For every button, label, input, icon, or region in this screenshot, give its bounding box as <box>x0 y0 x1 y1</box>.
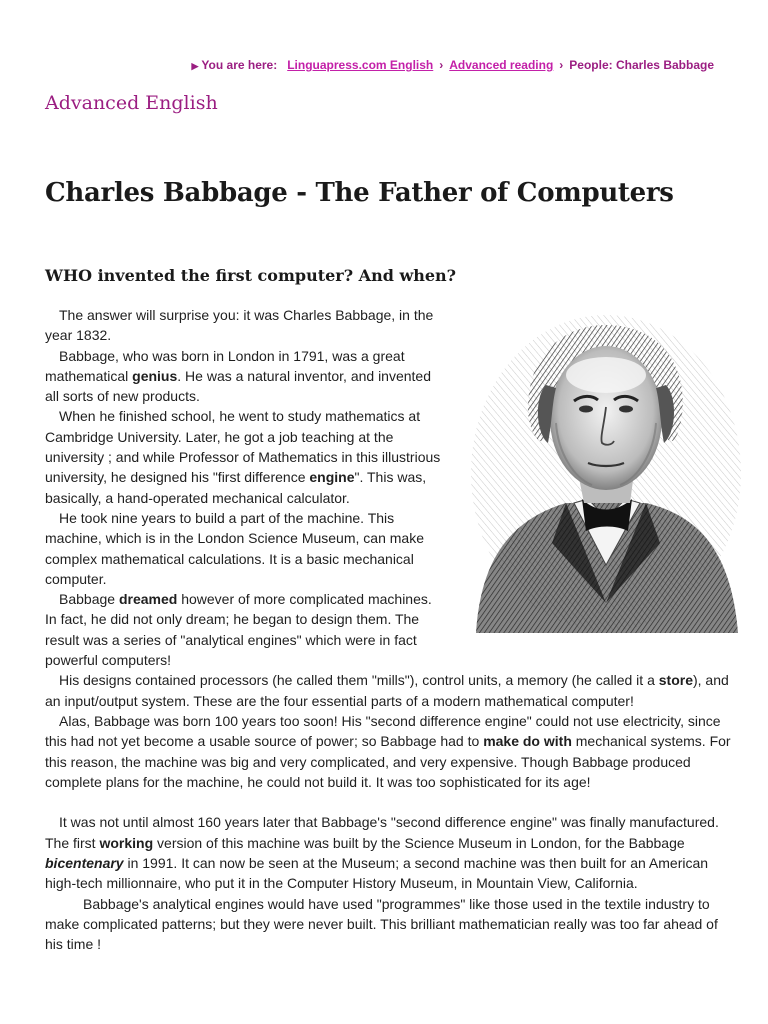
paragraph-2-text: . He was a natural inventor, and invented all sorts of new products. <box>45 367 431 405</box>
paragraph-5-text: Babbage <box>59 591 119 608</box>
breadcrumb <box>191 58 714 72</box>
page-title: Charles Babbage - The Father of Computers <box>45 178 674 208</box>
paragraph-9: Babbage's analytical engines would have used "programmes" like those used in the textile industry to make complicated patterns; but they were never built. This brilliant mathematician really was too far ahead of his time ! <box>45 895 718 953</box>
keyword-genius: genius <box>132 367 178 384</box>
keyword-bicentenary: bicentenary <box>45 855 124 872</box>
article-body <box>45 305 733 955</box>
paragraph-4: He took nine years to build a part of the machine. This machine, which is in the London Science Museum, can make complex mathematical calculations. It is a basic mechanical computer. <box>45 509 424 587</box>
section-title: WHO invented the first computer? And when? <box>45 266 457 285</box>
paragraph-1: The answer will surprise you: it was Charles Babbage, in the year 1832. <box>45 307 434 344</box>
paragraph-7-text: mechanical systems. For this reason, the machine was big and very complicated, and very expensive. Though Babbage produced complete plans for the machine, he could not build it. It was too sophisticated for its age! <box>45 733 731 790</box>
paragraph-7-text: Alas, Babbage was born 100 years too soon! His "second difference engine" could not use electricity, since this had not yet become a usable source of power; so Babbage had to <box>45 712 721 750</box>
paragraph-8-text: It was not until almost 160 years later that Babbage's "second difference engine" was finally manufactured. The first <box>45 814 719 851</box>
paragraph-8-text: in 1991. It can now be seen at the Museum; a second machine was then built for an American high-tech millionnaire, who put it in the Computer History Museum, in Mountain View, California. <box>45 855 709 892</box>
keyword-engine: engine <box>309 469 355 486</box>
site-title[interactable]: Advanced English <box>45 92 218 114</box>
paragraph-3-text: ". This was, basically, a hand-operated mechanical calculator. <box>45 469 427 506</box>
paragraph-7 <box>45 711 733 792</box>
triangle-right-icon: ▶ <box>191 61 199 71</box>
keyword-working: working <box>99 834 154 851</box>
paragraph-5-text: however of more complicated machines. In fact, he did not only dream; he began to design them. The result was a series of "analytical engines" which were in fact powerful computers! <box>45 591 432 669</box>
keyword-store: store <box>658 672 693 689</box>
paragraph-2-text: Babbage, who was born in London in 1791, was a great mathematical <box>45 347 405 384</box>
breadcrumb-separator-icon: › <box>559 58 564 72</box>
paragraph-3-text: When he finished school, he went to study mathematics at Cambridge University. Later, he got a job teaching at the university ; and while Professor of Mathematics in this illustrious university, he designed his "first difference <box>45 408 441 486</box>
paragraph-8-text: version of this machine was built by the Science Museum in London, for the Babbage <box>153 834 685 851</box>
keyword-make-do-with: make do with <box>483 733 572 750</box>
paragraph-6-text: ), and an input/output system. These are the four essential parts of a modern mathematical computer! <box>45 672 729 709</box>
breadcrumb-link-home[interactable]: Linguapress.com English <box>287 58 434 72</box>
paragraph-6-text: His designs contained processors (he called them "mills"), control units, a memory (he called it a <box>59 672 659 689</box>
breadcrumb-prefix: You are here: <box>201 58 278 72</box>
charles-babbage-portrait-icon <box>456 303 741 643</box>
breadcrumb-current: People: Charles Babbage <box>569 58 714 72</box>
breadcrumb-link-advanced-reading[interactable]: Advanced reading <box>449 58 554 72</box>
keyword-dreamed: dreamed <box>118 591 178 608</box>
paragraph-6 <box>45 670 733 711</box>
paragraph-8 <box>45 812 733 893</box>
breadcrumb-separator-icon: › <box>439 58 444 72</box>
